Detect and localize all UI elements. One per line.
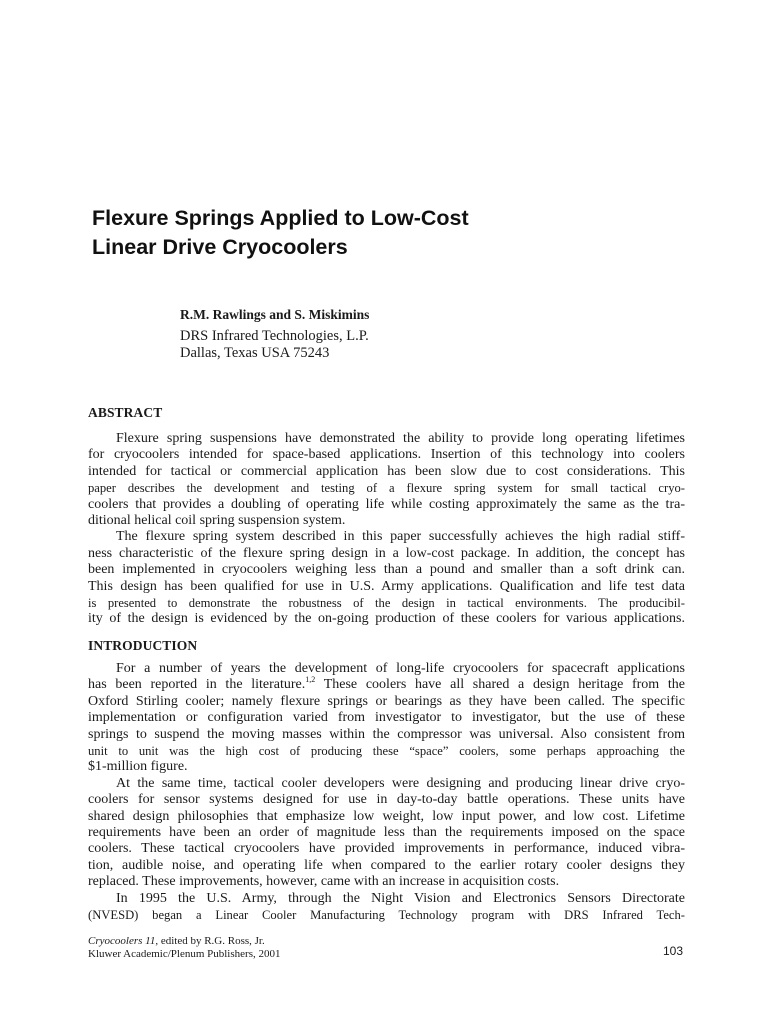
affiliation <box>180 328 369 362</box>
abstract-line: The flexure spring system described in this paper successfully achieves the high radial stiff- <box>116 529 685 545</box>
abstract-line: ditional helical coil spring suspension system. <box>88 513 346 529</box>
introduction-text: has been reported in the literature. <box>88 677 306 693</box>
introduction-text: These coolers have all shared a design heritage from the <box>315 677 686 693</box>
abstract-body <box>88 431 685 628</box>
introduction-line: tion, audible noise, and operating life when compared to the earlier rotary cooler designs they <box>88 857 685 873</box>
abstract-line: for cryocoolers intended for space-based applications. Insertion of this technology into coolers <box>88 447 685 463</box>
abstract-line: been implemented in cryocoolers weighing less than a pound and smaller than a soft drink can. <box>88 562 685 578</box>
introduction-line <box>88 677 685 693</box>
abstract-heading: ABSTRACT <box>88 405 163 420</box>
introduction-line: replaced. These improvements, however, came with an increase in acquisition costs. <box>88 874 560 890</box>
affiliation-location: Dallas, Texas USA 75243 <box>180 345 330 361</box>
introduction-heading: INTRODUCTION <box>88 638 198 653</box>
abstract-line: intended for tactical or commercial application has been slow due to cost considerations. This <box>88 463 685 479</box>
introduction-line: unit to unit was the high cost of producing these “space” coolers, some perhaps approaching the <box>88 744 685 759</box>
publisher-line: Kluwer Academic/Plenum Publishers, 2001 <box>88 948 281 960</box>
introduction-line: coolers for sensor systems designed for use in day-to-day battle operations. These units have <box>88 792 685 808</box>
author-block <box>180 306 369 362</box>
journal-name: Cryocoolers 11 <box>88 935 156 947</box>
introduction-line: $1-million figure. <box>88 759 188 775</box>
citation-superscript: 1,2 <box>305 675 316 685</box>
abstract-line: coolers that provides a doubling of operating life while costing approximately the same as the tra- <box>88 496 685 512</box>
paper-title <box>92 204 652 262</box>
introduction-line: (NVESD) began a Linear Cooler Manufacturing Technology program with DRS Infrared Tech- <box>88 908 685 923</box>
title-line-2: Linear Drive Cryocoolers <box>92 235 348 259</box>
abstract-line: Flexure spring suspensions have demonstrated the ability to provide long operating lifetimes <box>116 431 685 446</box>
page-number: 103 <box>662 944 683 958</box>
introduction-line: implementation or configuration varied from investigator to investigator, but the use of these <box>88 710 685 726</box>
abstract-line: ness characteristic of the flexure spring design in a low-cost package. In addition, the concept has <box>88 545 685 561</box>
introduction-line: In 1995 the U.S. Army, through the Night Vision and Electronics Sensors Directorate <box>116 890 685 906</box>
introduction-line: springs to suspend the moving masses within the compressor was universal. Also consistent from <box>88 726 685 742</box>
introduction-line: Oxford Stirling cooler; namely flexure springs or bearings as they have been called. The specific <box>88 693 685 709</box>
citation-line <box>88 935 280 948</box>
editor-credit: , edited by R.G. Ross, Jr. <box>155 935 265 947</box>
introduction-line: coolers. These tactical cryocoolers have provided improvements in performance, induced vibra- <box>88 841 685 857</box>
introduction-line: shared design philosophies that emphasize low weight, low input power, and low cost. Lifetime <box>88 808 685 824</box>
introduction-line: requirements have been an order of magnitude less than the requirements imposed on the space <box>88 825 685 841</box>
abstract-line: is presented to demonstrate the robustness of the design in tactical environments. The producibil- <box>88 596 685 611</box>
title-line-1: Flexure Springs Applied to Low-Cost <box>92 206 469 230</box>
affiliation-organization: DRS Infrared Technologies, L.P. <box>180 328 369 344</box>
author-names: R.M. Rawlings and S. Miskimins <box>180 307 370 322</box>
introduction-line: At the same time, tactical cooler developers were designing and producing linear drive cryo- <box>116 775 685 791</box>
page-footer <box>88 935 280 961</box>
abstract-line: paper describes the development and testing of a flexure spring system for small tactical cryo- <box>88 481 685 496</box>
introduction-body <box>88 661 685 924</box>
abstract-line: This design has been qualified for use in U.S. Army applications. Qualification and life test data <box>88 578 685 594</box>
abstract-line: ity of the design is evidenced by the on-going production of these coolers for various applications. <box>88 611 685 627</box>
introduction-line: For a number of years the development of long-life cryocoolers for spacecraft applications <box>116 661 685 676</box>
